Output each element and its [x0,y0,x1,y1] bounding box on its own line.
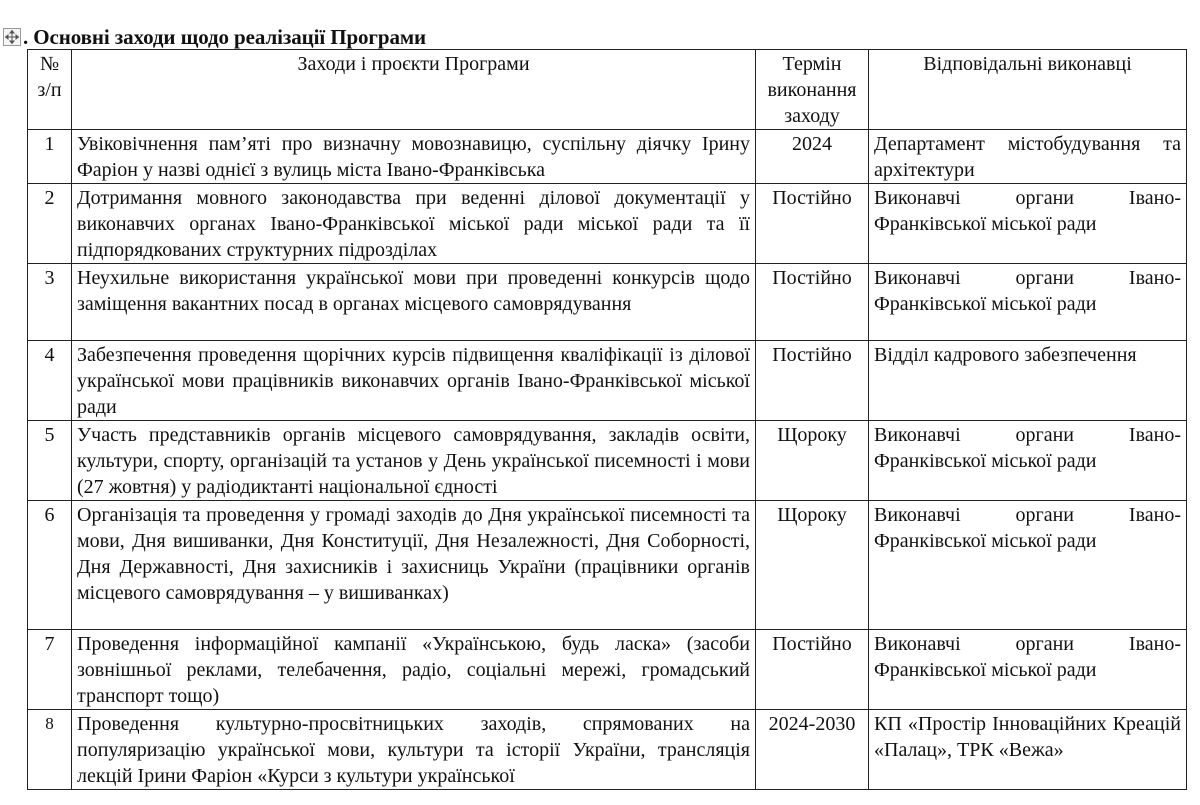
table-row [28,184,1187,264]
row-responsible: КП «Простір Інноваційних Креацій «Палац», ТРК «Вежа» [869,710,1187,790]
row-term: 2024 [756,130,869,184]
row-responsible: Департамент містобудування та архітектури [869,130,1187,184]
row-term: Щороку [756,421,869,501]
section-heading [0,24,426,50]
row-num: 4 [28,341,72,421]
table-row [28,264,1187,341]
row-term: Постійно [756,630,869,710]
row-num: 7 [28,630,72,710]
move-arrows-icon[interactable] [3,28,21,46]
table-row [28,421,1187,501]
row-measure: Участь представників органів місцевого самоврядування, закладів освіти, культури, спорту, організацій та установ у День української писемності і мови (27 жовтня) у радіодиктанті національної єдності [72,421,756,501]
header-num: № з/п [28,50,72,130]
row-responsible: Виконавчі органи Івано-Франківської міської ради [869,264,1187,341]
table-row [28,710,1187,790]
section-title: . Основні заходи щодо реалізації Програми [23,24,427,49]
table-header-row [28,50,1187,130]
header-responsible: Відповідальні виконавці [869,50,1187,130]
row-measure: Увіковічнення пам’яті про визначну мовознавицю, суспільну діячку Ірину Фаріон у назві однієї з вулиць міста Івано-Франківська [72,130,756,184]
table-row [28,501,1187,630]
row-responsible: Виконавчі органи Івано-Франківської міської ради [869,501,1187,630]
row-num: 1 [28,130,72,184]
row-num: 8 [28,710,72,790]
row-term: Постійно [756,264,869,341]
row-measure: Проведення культурно-просвітницьких заходів, спрямованих на популяризацію української мови, культури та історії України, трансляція лекцій Ірини Фаріон «Курси з культури української [77,713,750,787]
row-num: 3 [28,264,72,341]
table-row [28,130,1187,184]
row-measure: Організація та проведення у громаді заходів до Дня української писемності та мови, Дня вишиванки, Дня Конституції, Дня Незалежності, Дня Соборності, Дня Державності, Дня захисників і захисниць України (працівники органів місцевого самоврядування – у вишиванках) [72,501,756,630]
row-responsible: Відділ кадрового забезпечення [869,341,1187,421]
row-responsible: Виконавчі органи Івано-Франківської міської ради [869,184,1187,264]
row-measure: Забезпечення проведення щорічних курсів підвищення кваліфікації із ділової української мови працівників виконавчих органів Івано-Франківської міської ради [72,341,756,421]
header-measures: Заходи і проєкти Програми [72,50,756,130]
row-num: 2 [28,184,72,264]
row-measure: Дотримання мовного законодавства при веденні ділової документації у виконавчих органах Івано-Франківської міської ради міської ради та її підпорядкованих структурних підрозділах [72,184,756,264]
table-row [28,341,1187,421]
row-num: 5 [28,421,72,501]
row-measure: Неухильне використання української мови при проведенні конкурсів щодо заміщення вакантних посад в органах місцевого самоврядування [72,264,756,341]
row-measure: Проведення інформаційної кампанії «Українською, будь ласка» (засоби зовнішньої реклами, телебачення, радіо, соціальні мережі, громадський транспорт тощо) [72,630,756,710]
table-row [28,630,1187,710]
row-num: 6 [28,501,72,630]
header-term: Термін виконання заходу [756,50,869,130]
row-responsible: Виконавчі органи Івано-Франківської міської ради [869,421,1187,501]
row-term: Постійно [756,184,869,264]
row-responsible: Виконавчі органи Івано-Франківської міської ради [869,630,1187,710]
row-term: Постійно [756,341,869,421]
program-measures-table [27,49,1187,790]
row-term: 2024-2030 [756,710,869,790]
row-term: Щороку [756,501,869,630]
row-measure-cell [72,710,756,790]
